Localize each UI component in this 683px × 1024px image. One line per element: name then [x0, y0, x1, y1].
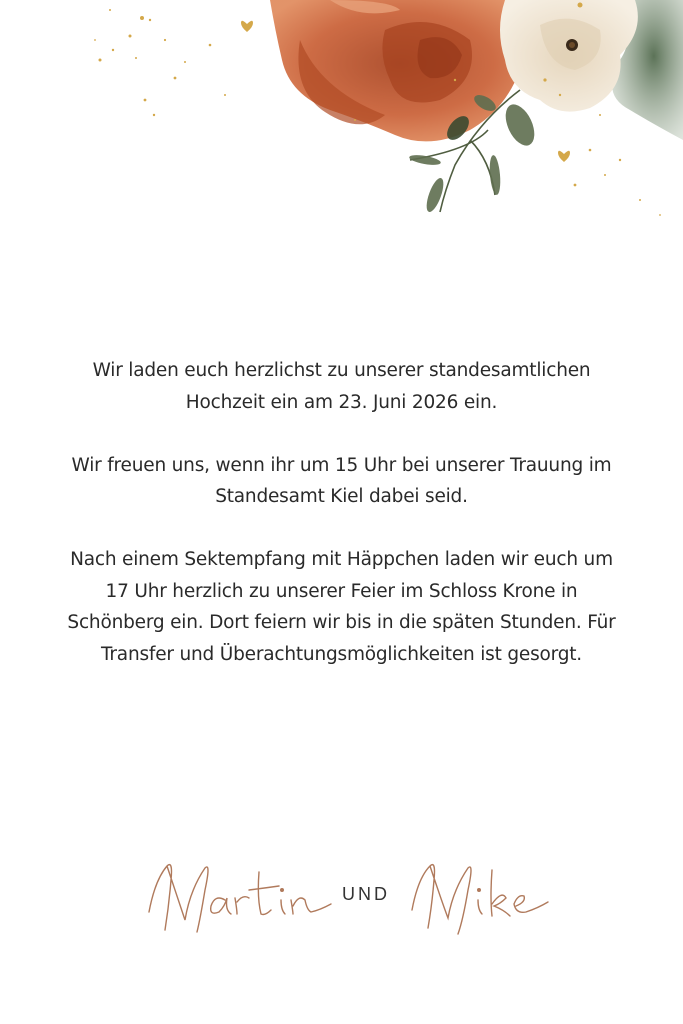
rust-flower [270, 0, 530, 141]
paragraph-ceremony: Wir freuen uns, wenn ihr um 15 Uhr bei unserer Trauung im Standesamt Kiel dabei seid. [71, 454, 612, 507]
name1-script [145, 850, 335, 945]
svg-text:Martin [145, 850, 149, 851]
svg-text:Mike [408, 850, 411, 851]
gold-heart-icon [558, 151, 570, 162]
gold-heart-icon [241, 21, 253, 32]
paragraph-reception: Nach einem Sektempfang mit Häppchen laden wir euch um 17 Uhr herzlich zu unserer Feier im Schloss Krone in Schönberg ein. Dort feiern wir bis in die späten Stunden. Für Transfer und Überachtungsmöglichkeiten ist gesorgt. [67, 549, 616, 665]
watercolor-floral-decoration [0, 0, 683, 230]
signature [0, 850, 683, 950]
name2-script [408, 850, 553, 945]
signature-connector: UND [342, 884, 390, 904]
paragraph-date: Wir laden euch herzlichst zu unserer standesamtlichen Hochzeit ein am 23. Juni 2026 ein. [92, 360, 591, 413]
invitation-text [60, 355, 623, 702]
